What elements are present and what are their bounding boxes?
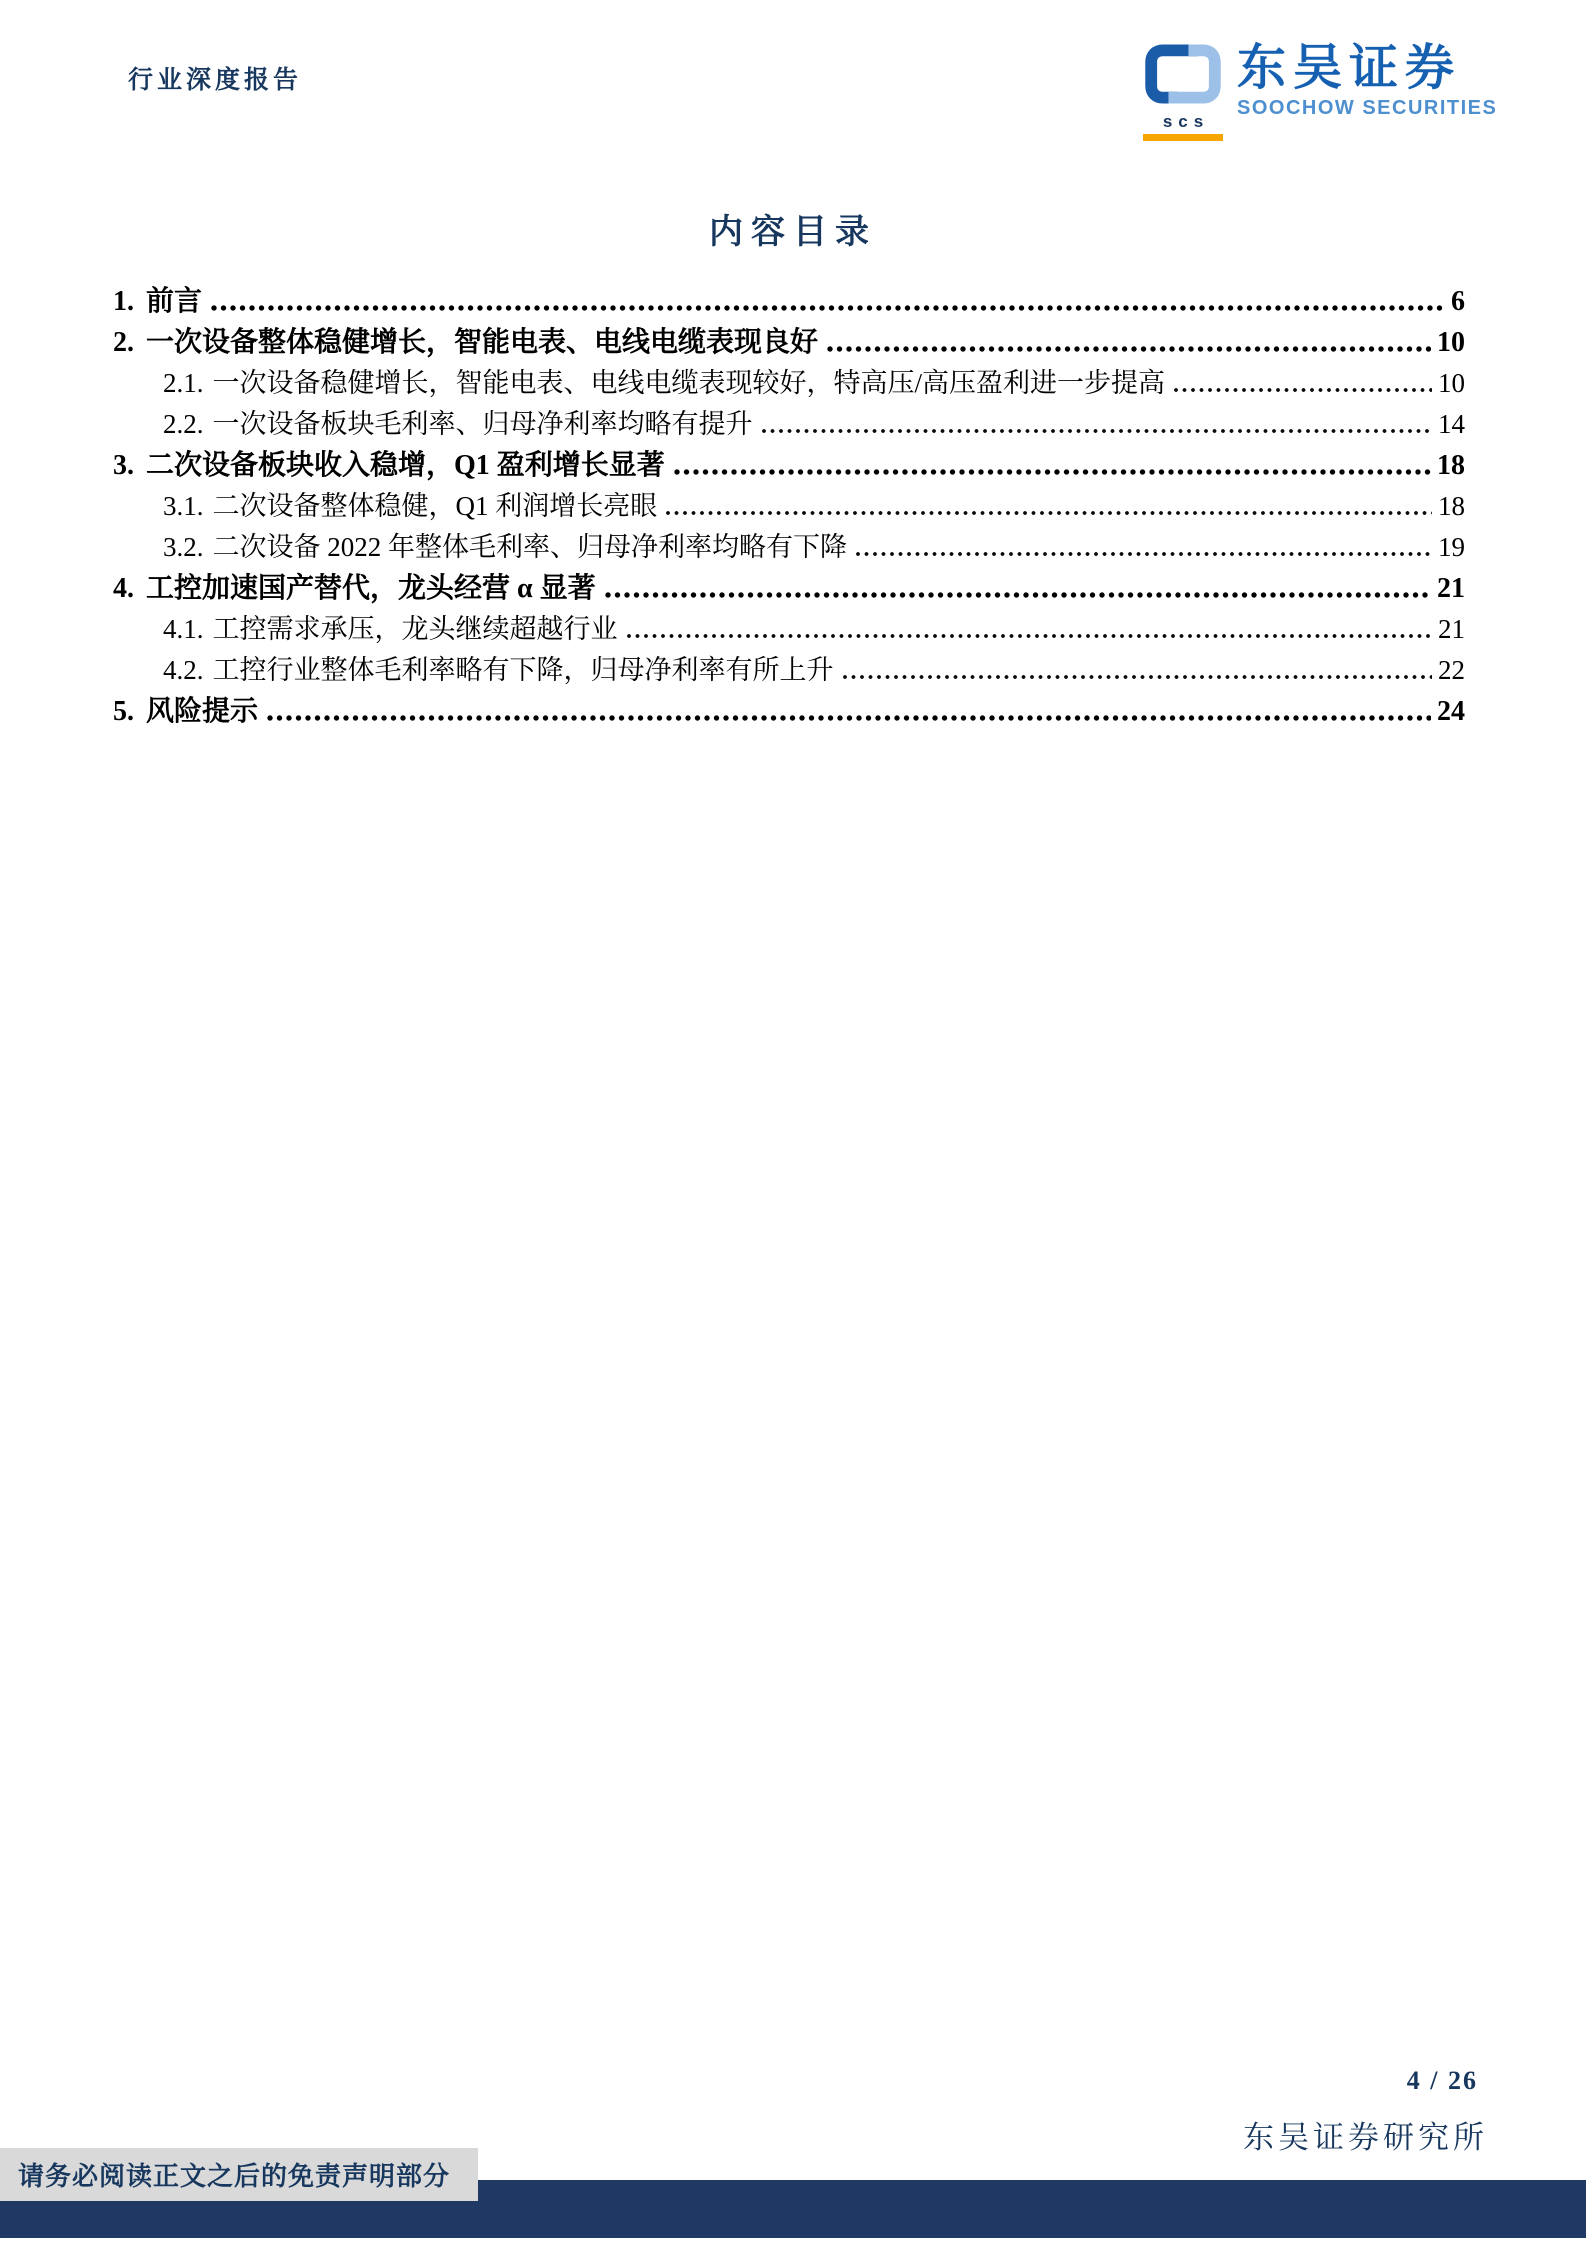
toc-entry-label: 工控加速国产替代，龙头经营 α 显著 (146, 573, 596, 604)
toc-entry-page: 21 (1437, 573, 1465, 604)
toc-entry-number: 3. (113, 450, 134, 481)
toc-entry-label: 一次设备整体稳健增长，智能电表、电线电缆表现良好 (146, 327, 819, 358)
toc-entry-number: 2.1. (163, 368, 204, 398)
toc-entry-number: 3.2. (163, 532, 204, 562)
toc-entry-label: 一次设备板块毛利率、归母净利率均略有提升 (212, 409, 753, 439)
toc-entry-page: 19 (1438, 532, 1465, 562)
toc-entry-page: 10 (1438, 368, 1465, 398)
toc-entry[interactable] (113, 527, 1465, 568)
dot-leader (826, 343, 1431, 355)
toc-entry-page: 21 (1438, 614, 1465, 644)
toc-entry-number: 2.2. (163, 409, 204, 439)
toc-entry-label: 工控需求承压，龙头继续超越行业 (212, 614, 618, 644)
brand-name-cn: 东吴证券 (1237, 41, 1462, 95)
toc-entry[interactable] (113, 363, 1465, 404)
institute-name: 东吴证券研究所 (1243, 2120, 1488, 2155)
logo-text-block (1237, 42, 1497, 120)
toc-entry[interactable] (113, 609, 1465, 650)
dot-leader (842, 671, 1433, 683)
soochow-securities-logo (1143, 42, 1497, 141)
toc-entry-page: 10 (1437, 327, 1465, 358)
toc-entry-page: 18 (1438, 491, 1465, 521)
toc-entry-label: 二次设备整体稳健，Q1 利润增长亮眼 (212, 491, 658, 521)
toc-entry-page: 6 (1451, 286, 1465, 317)
toc-entry-page: 22 (1438, 655, 1465, 685)
dot-leader (665, 507, 1432, 519)
toc-entry-label: 二次设备 2022 年整体毛利率、归母净利率均略有下降 (212, 532, 847, 562)
table-of-contents (113, 281, 1465, 732)
toc-entry[interactable] (113, 568, 1465, 609)
dot-leader (626, 630, 1433, 642)
toc-entry-label: 工控行业整体毛利率略有下降，归母净利率有所上升 (212, 655, 834, 685)
toc-entry[interactable] (113, 281, 1465, 322)
toc-entry[interactable] (113, 486, 1465, 527)
toc-entry-label: 一次设备稳健增长，智能电表、电线电缆表现较好，特高压/高压盈利进一步提高 (212, 368, 1165, 398)
brand-name-en: SOOCHOW SECURITIES (1237, 97, 1498, 119)
page-indicator: 4 / 26 (1406, 2066, 1478, 2095)
toc-entry[interactable] (113, 650, 1465, 691)
toc-entry-page: 18 (1437, 450, 1465, 481)
toc-entry[interactable] (113, 691, 1465, 732)
dot-leader (266, 712, 1431, 724)
disclaimer-text: 请务必阅读正文之后的免责声明部分 (18, 2162, 451, 2191)
toc-entry-number: 2. (113, 327, 134, 358)
toc-entry[interactable] (113, 445, 1465, 486)
toc-entry-number: 4. (113, 573, 134, 604)
toc-entry-number: 5. (113, 696, 134, 727)
disclaimer-box (0, 2148, 478, 2201)
dot-leader (1173, 384, 1432, 396)
dot-leader (761, 425, 1433, 437)
toc-entry-page: 24 (1437, 696, 1465, 727)
dot-leader (673, 466, 1431, 478)
toc-entry-number: 1. (113, 286, 134, 317)
dot-leader (855, 548, 1432, 560)
logo-badge (1143, 42, 1223, 141)
toc-entry[interactable] (113, 322, 1465, 363)
logo-orange-underline (1143, 134, 1223, 141)
toc-entry-number: 3.1. (163, 491, 204, 521)
soochow-logo-icon (1143, 42, 1223, 111)
toc-title: 内容目录 (709, 214, 877, 251)
toc-entry-label: 前言 (146, 286, 203, 317)
toc-entry[interactable] (113, 404, 1465, 445)
dot-leader (210, 302, 1445, 314)
logo-scs-text: scs (1162, 112, 1210, 131)
toc-entry-page: 14 (1438, 409, 1465, 439)
toc-entry-number: 4.2. (163, 655, 204, 685)
toc-entry-label: 二次设备板块收入稳增，Q1 盈利增长显著 (146, 450, 665, 481)
toc-entry-label: 风险提示 (146, 696, 259, 727)
report-type-label: 行业深度报告 (128, 67, 303, 94)
toc-entry-number: 4.1. (163, 614, 204, 644)
dot-leader (604, 589, 1431, 601)
